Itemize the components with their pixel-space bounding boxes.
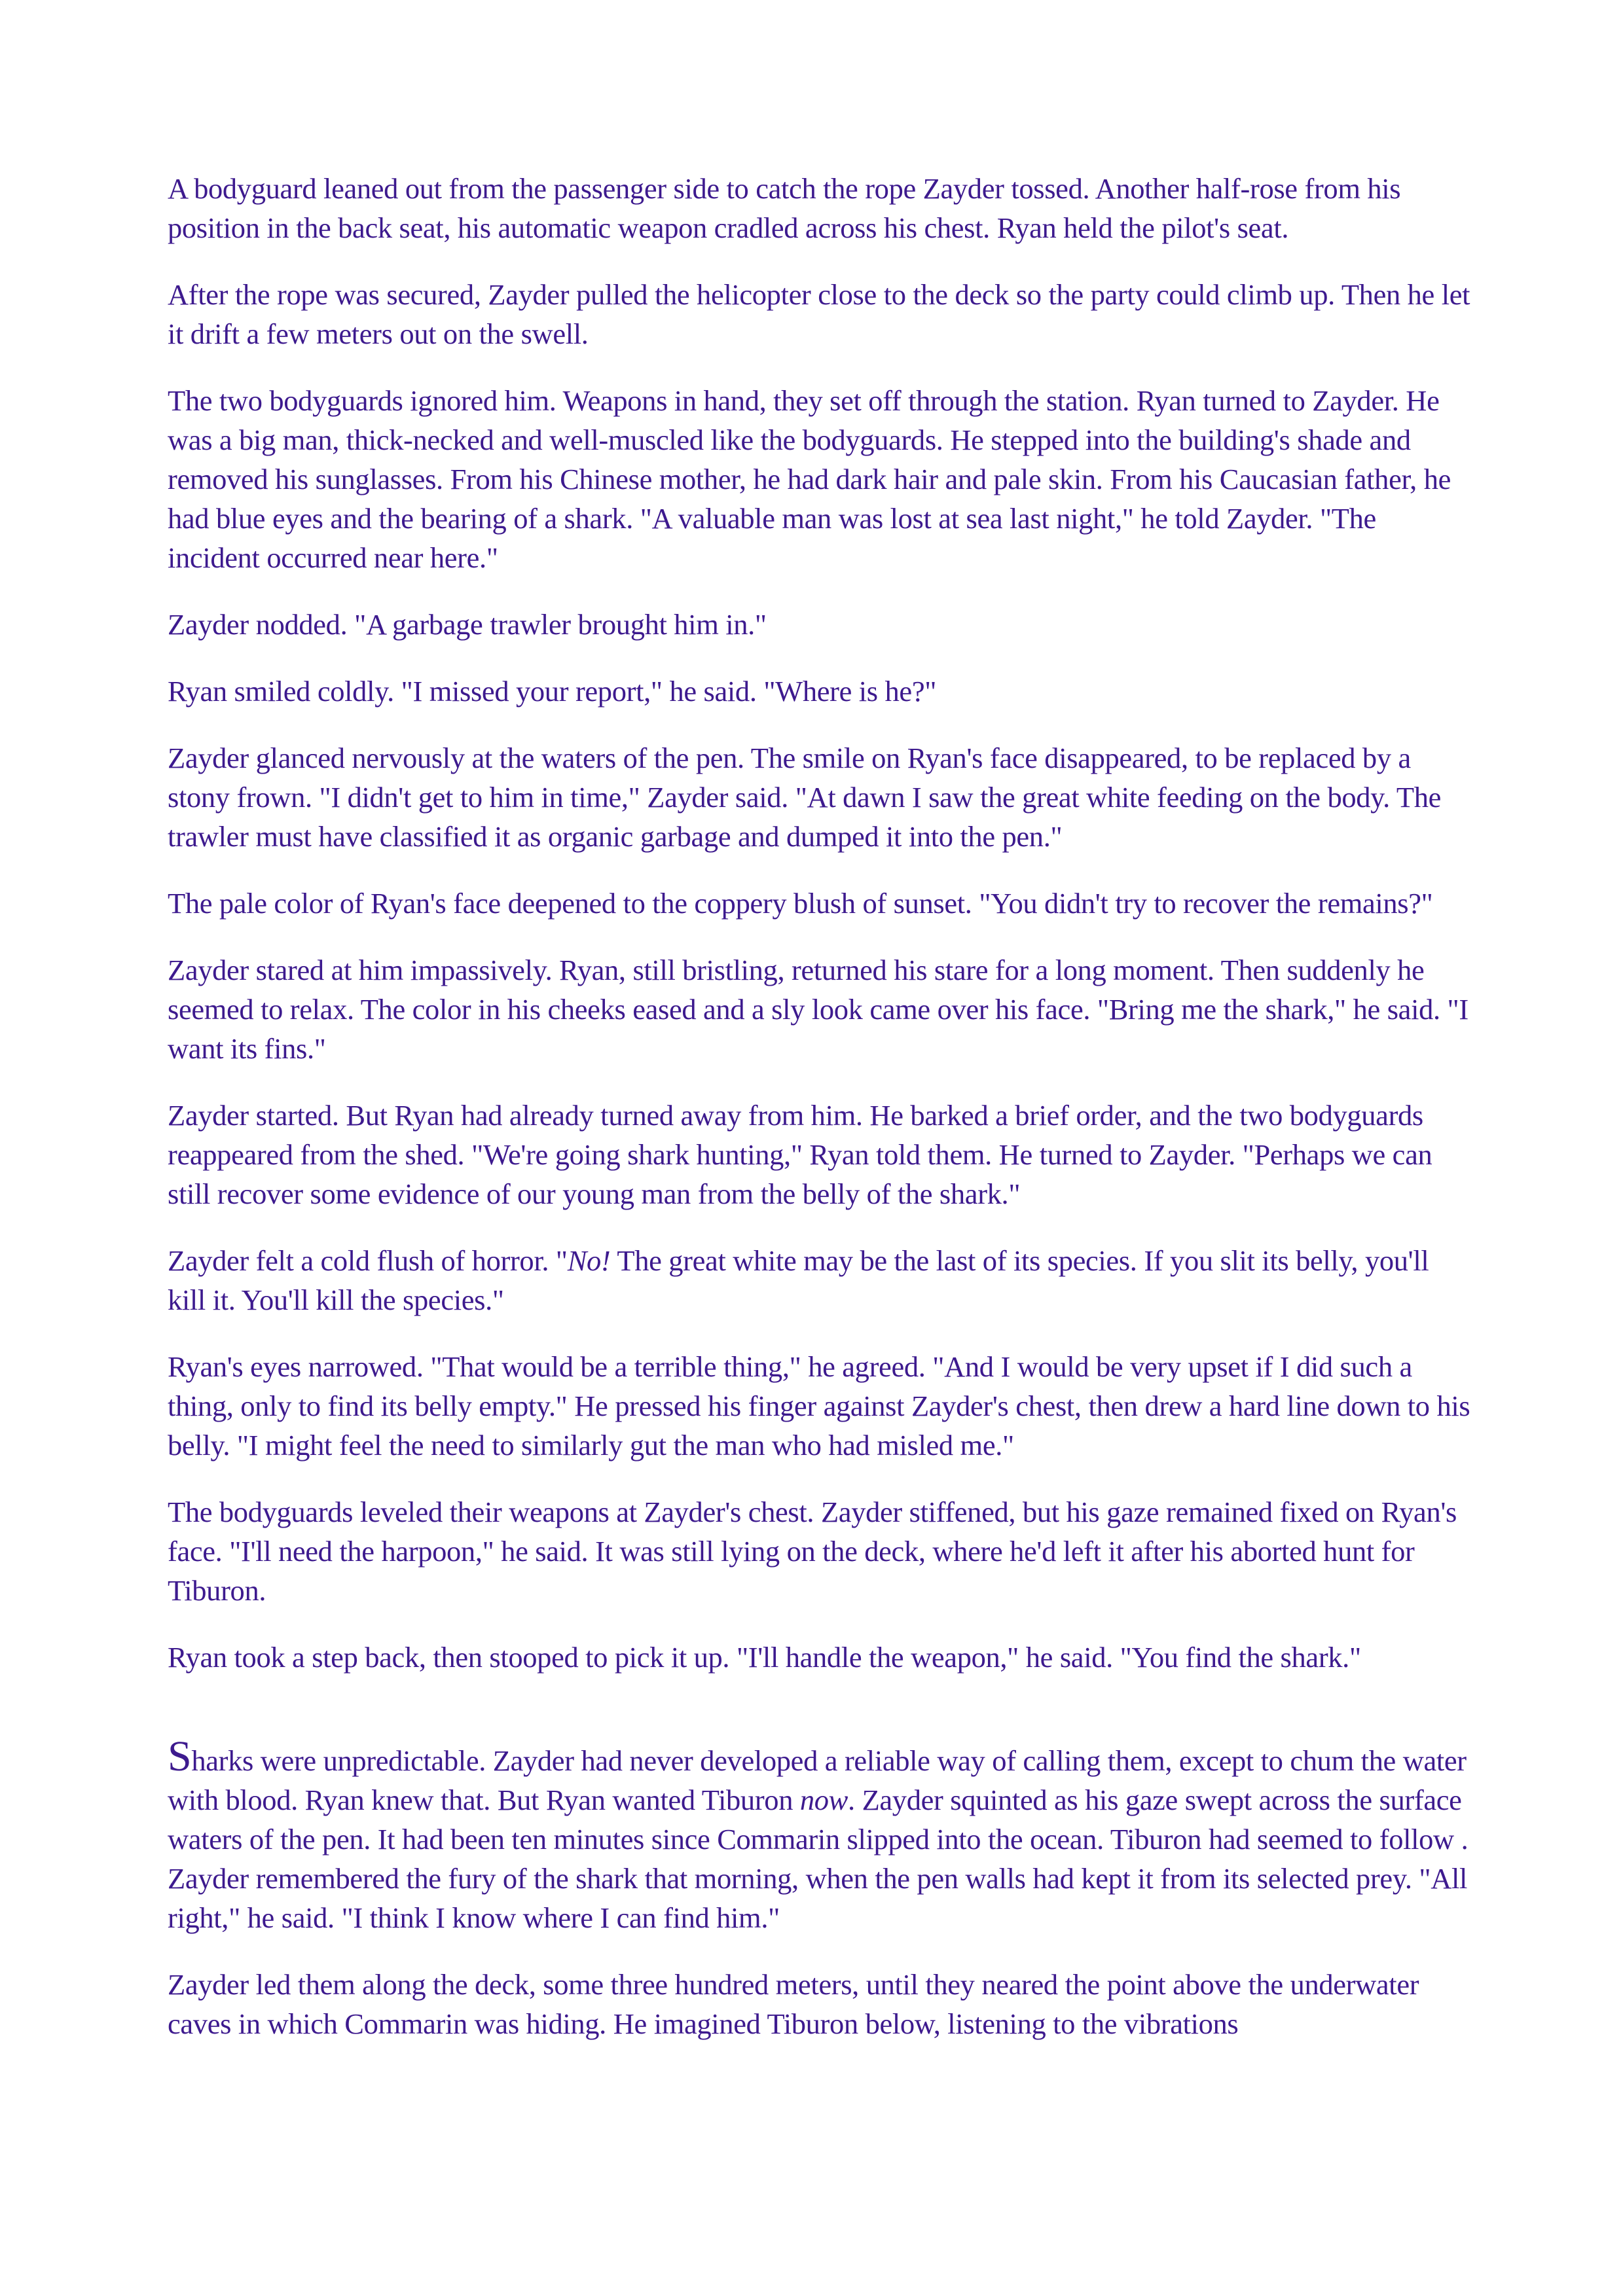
paragraph-2: After the rope was secured, Zayder pulled the helicopter close to the deck so the party could climb up. Then he let it drift a few meters out on the swell. <box>168 278 1470 350</box>
paragraph-14-emphasis: now <box>799 1784 848 1816</box>
paragraph-12: The bodyguards leveled their weapons at Zayder's chest. Zayder stiffened, but his gaze remained fixed on Ryan's face. "I'll need the harpoon," he said. It was still lying on the deck, where he'd left it after his aborted hunt for Tiburon. <box>168 1496 1457 1607</box>
paragraph-10-pre: Zayder felt a cold flush of horror. " <box>168 1244 568 1277</box>
paragraph-11: Ryan's eyes narrowed. "That would be a terrible thing," he agreed. "And I would be very upset if I did such a thing, only to find its belly empty." He pressed his finger against Zayder's chest, then drew a hard line down to his belly. "I might feel the need to similarly gut the man who had misled me." <box>168 1350 1470 1462</box>
paragraph-14 <box>168 1732 1470 1937</box>
paragraph-3: The two bodyguards ignored him. Weapons in hand, they set off through the station. Ryan turned to Zayder. He was a big man, thick-necked and well-muscled like the bodyguards. He stepped into the building's shade and removed his sunglasses. From his Chinese mother, he had dark hair and pale skin. From his Caucasian father, he had blue eyes and the bearing of a shark. "A valuable man was lost at sea last night," he told Zayder. "The incident occurred near here." <box>168 384 1451 574</box>
paragraph-9: Zayder started. But Ryan had already turned away from him. He barked a brief order, and the two bodyguards reappeared from the shed. "We're going shark hunting," Ryan told them. He turned to Zayder. "Perhaps we can still recover some evidence of our young man from the belly of the shark." <box>168 1099 1432 1210</box>
drop-cap: S <box>168 1732 192 1780</box>
paragraph-14-post: . Zayder squinted as his gaze swept across the surface waters of the pen. It had been ten minutes since Commarin slipped into the ocean. Tiburon had seemed to follow . Zayder remembered the fury of the shark that morning, when the pen walls had kept it from its selected prey. "All right," he said. "I think I know where I can find him." <box>168 1784 1468 1934</box>
paragraph-14-pre: harks were unpredictable. Zayder had never developed a reliable way of calling them, except to chum the water with blood. Ryan knew that. But Ryan wanted Tiburon <box>168 1744 1467 1816</box>
paragraph-10 <box>168 1241 1470 1319</box>
paragraph-10-post: The great white may be the last of its species. If you slit its belly, you'll kill it. You'll kill the species." <box>168 1244 1429 1316</box>
paragraph-6: Zayder glanced nervously at the waters of the pen. The smile on Ryan's face disappeared, to be replaced by a stony frown. "I didn't get to him in time," Zayder said. "At dawn I saw the great white feeding on the body. The trawler must have classified it as organic garbage and dumped it into the pen." <box>168 742 1442 853</box>
paragraph-8: Zayder stared at him impassively. Ryan, still bristling, returned his stare for a long moment. Then suddenly he seemed to relax. The color in his cheeks eased and a sly look came over his face. "Bring me the shark," he said. "I want its fins." <box>168 954 1468 1065</box>
paragraph-5: Ryan smiled coldly. "I missed your report," he said. "Where is he?" <box>168 675 937 708</box>
paragraph-15: Zayder led them along the deck, some three hundred meters, until they neared the point above the underwater caves in which Commarin was hiding. He imagined Tiburon below, listening to the vibrations <box>168 1968 1419 2040</box>
document-page <box>168 169 1470 2071</box>
paragraph-4: Zayder nodded. "A garbage trawler brought him in." <box>168 608 767 641</box>
paragraph-13: Ryan took a step back, then stooped to pick it up. "I'll handle the weapon," he said. "You find the shark." <box>168 1641 1361 1674</box>
paragraph-10-emphasis: No! <box>567 1244 611 1277</box>
paragraph-1: A bodyguard leaned out from the passenger side to catch the rope Zayder tossed. Another half-rose from his position in the back seat, his automatic weapon cradled across his chest. Ryan held the pilot's seat. <box>168 172 1401 244</box>
paragraph-7: The pale color of Ryan's face deepened to the coppery blush of sunset. "You didn't try to recover the remains?" <box>168 887 1433 920</box>
